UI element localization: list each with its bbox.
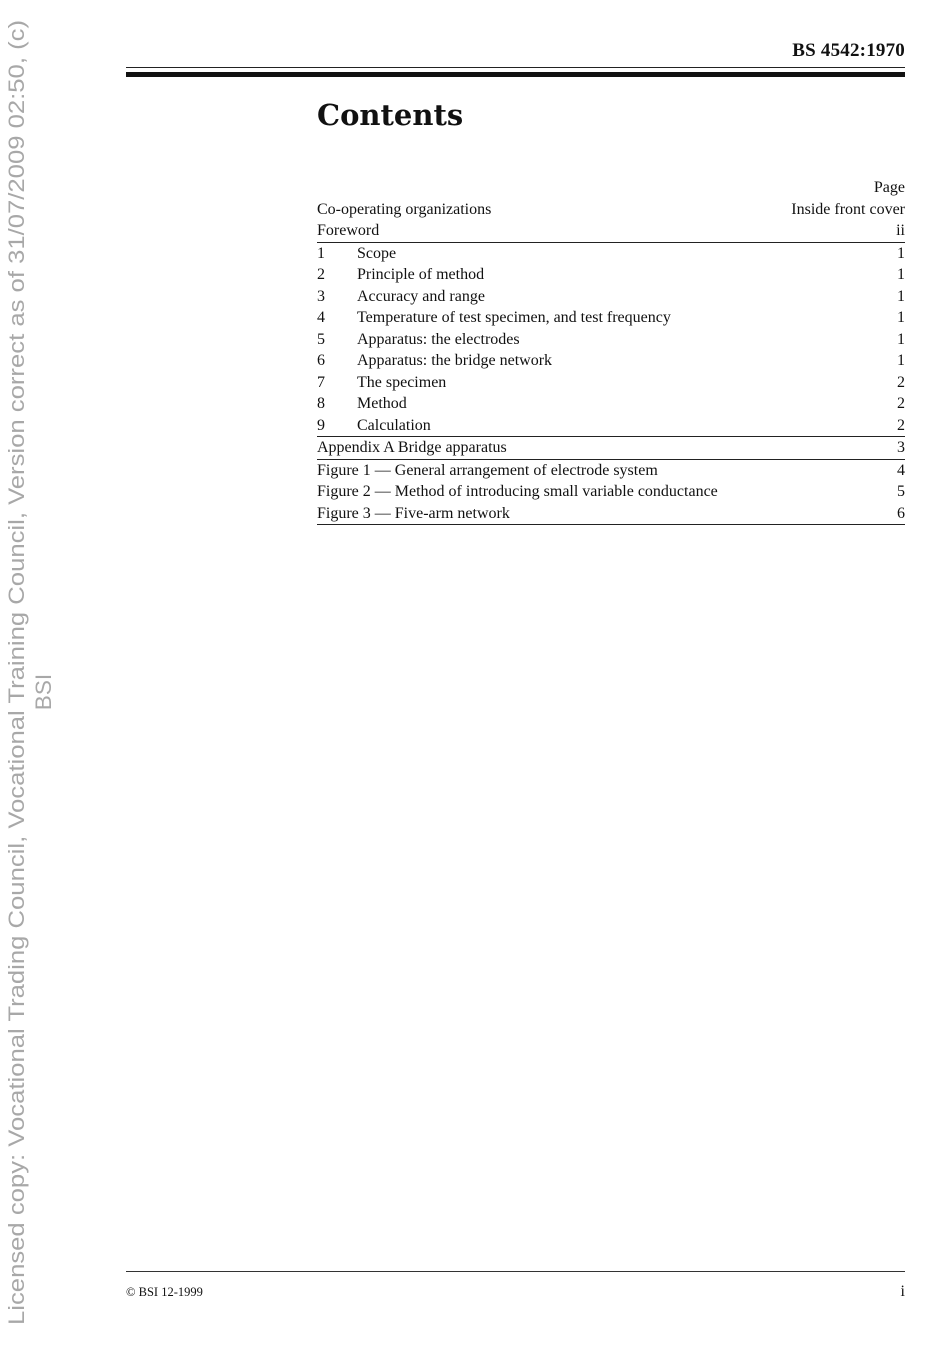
toc-page-heading-row (317, 177, 905, 199)
toc-entry-page: 4 (897, 461, 905, 479)
toc-entry-page: 1 (897, 309, 905, 326)
toc-entry-page: 3 (897, 439, 905, 456)
toc-page-heading: Page (873, 179, 905, 196)
page-title: Contents (317, 98, 464, 132)
toc-entry-label: Co-operating organizations (317, 200, 492, 218)
toc-entry-page: 1 (897, 266, 905, 283)
toc-entry-number: 1 (317, 244, 325, 262)
toc-end-rule (317, 524, 905, 525)
toc-entry-label: Scope (357, 244, 397, 262)
toc-entry-clause[interactable] (317, 372, 905, 394)
toc-entry-clause[interactable] (317, 329, 905, 351)
toc-entry-page: 2 (897, 395, 905, 412)
toc-entry-page: 1 (897, 287, 905, 305)
toc-entry-page: 2 (897, 416, 905, 434)
toc-entry-page: 1 (897, 244, 905, 262)
toc-entry-label: Figure 3 — Five-arm network (317, 504, 510, 522)
toc-entry-number: 9 (317, 416, 325, 434)
toc-entry-page: 6 (897, 504, 905, 522)
table-of-contents (317, 177, 905, 525)
toc-entry-clause[interactable] (317, 286, 905, 308)
toc-entry-front-matter[interactable] (317, 220, 905, 242)
document-code: BS 4542:1970 (792, 40, 905, 61)
footer-page-number: i (900, 1283, 905, 1300)
toc-entry-page: ii (896, 222, 905, 239)
toc-entry-number: 8 (317, 395, 325, 412)
toc-entry-page: Inside front cover (791, 200, 905, 218)
toc-entry-page: 1 (897, 330, 905, 348)
toc-entry-label: Apparatus: the bridge network (357, 352, 553, 369)
toc-entry-page: 2 (897, 373, 905, 391)
toc-entry-number: 7 (317, 373, 325, 391)
toc-entry-appendix[interactable] (317, 437, 905, 459)
toc-entry-clause[interactable] (317, 350, 905, 372)
toc-entry-number: 3 (317, 287, 325, 305)
toc-entry-label: Temperature of test specimen, and test frequency (357, 309, 671, 326)
watermark-line-2: BSI (31, 673, 56, 711)
toc-entry-number: 4 (317, 309, 325, 326)
toc-entry-label: Accuracy and range (357, 287, 485, 305)
toc-entry-label: The specimen (357, 373, 447, 391)
toc-entry-number: 2 (317, 266, 325, 283)
toc-entry-label: Figure 2 — Method of introducing small variable conductance (317, 483, 718, 500)
toc-entry-page: 1 (897, 352, 905, 369)
watermark-line-1: Licensed copy: Vocational Trading Council, Vocational Training Council, Version correct as of 31/07/2009 02:50, (c) (4, 175, 29, 1325)
toc-entry-label: Calculation (357, 416, 431, 434)
footer-rule (126, 1271, 905, 1272)
toc-entry-front-matter[interactable] (317, 199, 905, 221)
header-rule-thick (126, 72, 905, 77)
toc-entry-figure[interactable] (317, 503, 905, 525)
toc-entry-label: Figure 1 — General arrangement of electrode system (317, 461, 658, 479)
toc-entry-figure[interactable] (317, 460, 905, 482)
toc-entry-figure[interactable] (317, 481, 905, 503)
toc-entry-clause[interactable] (317, 243, 905, 265)
toc-entry-label: Foreword (317, 222, 380, 239)
footer-copyright: © BSI 12-1999 (126, 1285, 203, 1299)
toc-entry-number: 5 (317, 330, 325, 348)
toc-entry-label: Principle of method (357, 266, 485, 283)
toc-entry-label: Appendix A Bridge apparatus (317, 439, 507, 456)
toc-entry-number: 6 (317, 352, 325, 369)
toc-entry-clause[interactable] (317, 415, 905, 437)
toc-entry-page: 5 (897, 483, 905, 500)
toc-entry-clause[interactable] (317, 264, 905, 286)
header-rule-thin (126, 67, 905, 68)
toc-entry-clause[interactable] (317, 393, 905, 415)
toc-entry-label: Method (357, 395, 407, 412)
toc-entry-clause[interactable] (317, 307, 905, 329)
license-watermark (0, 0, 60, 1345)
watermark-svg (0, 0, 60, 1345)
toc-entry-label: Apparatus: the electrodes (357, 330, 520, 348)
